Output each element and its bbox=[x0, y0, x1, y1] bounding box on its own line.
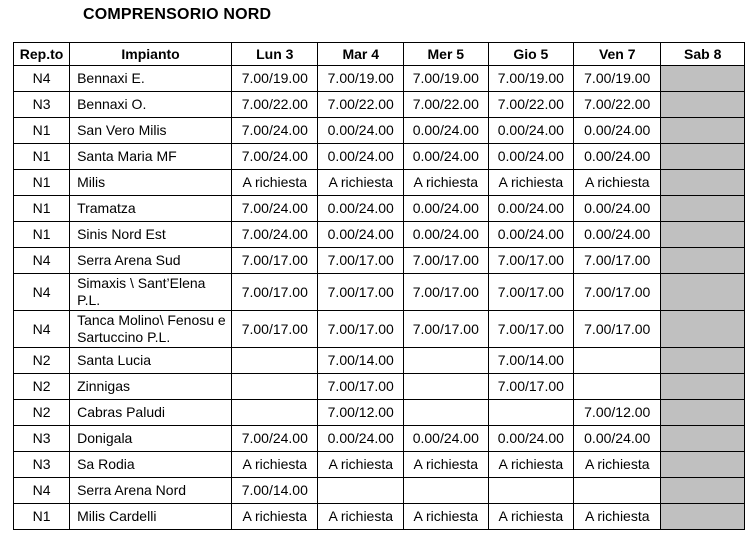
column-header-mer-5: Mer 5 bbox=[403, 43, 488, 66]
cell-mer-5: 7.00/19.00 bbox=[403, 66, 488, 92]
table-row bbox=[14, 504, 745, 530]
cell-rep-to: N2 bbox=[14, 400, 70, 426]
cell-rep-to: N1 bbox=[14, 196, 70, 222]
cell-sab-8 bbox=[661, 400, 745, 426]
cell-mar-4: 0.00/24.00 bbox=[318, 426, 404, 452]
cell-rep-to: N1 bbox=[14, 504, 70, 530]
cell-ven-7: 0.00/24.00 bbox=[574, 144, 661, 170]
cell-impianto: Serra Arena Sud bbox=[70, 248, 232, 274]
cell-impianto: Bennaxi O. bbox=[70, 92, 232, 118]
cell-sab-8 bbox=[661, 452, 745, 478]
table-row bbox=[14, 196, 745, 222]
cell-lun-3: A richiesta bbox=[232, 504, 318, 530]
cell-impianto: Milis Cardelli bbox=[70, 504, 232, 530]
cell-lun-3: 7.00/19.00 bbox=[232, 66, 318, 92]
cell-rep-to: N4 bbox=[14, 274, 70, 311]
cell-mar-4: A richiesta bbox=[318, 452, 404, 478]
column-header-mar-4: Mar 4 bbox=[318, 43, 404, 66]
cell-lun-3: A richiesta bbox=[232, 452, 318, 478]
cell-impianto: Bennaxi E. bbox=[70, 66, 232, 92]
cell-gio-5 bbox=[488, 478, 574, 504]
cell-lun-3 bbox=[232, 374, 318, 400]
cell-rep-to: N1 bbox=[14, 144, 70, 170]
schedule-table bbox=[13, 42, 745, 530]
cell-rep-to: N1 bbox=[14, 118, 70, 144]
cell-lun-3: 7.00/24.00 bbox=[232, 222, 318, 248]
cell-ven-7 bbox=[574, 374, 661, 400]
cell-gio-5: 0.00/24.00 bbox=[488, 222, 574, 248]
cell-impianto: Tanca Molino\ Fenosu e Sartuccino P.L. bbox=[70, 311, 232, 348]
column-header-rep-to: Rep.to bbox=[14, 43, 70, 66]
cell-mer-5: 0.00/24.00 bbox=[403, 144, 488, 170]
cell-rep-to: N1 bbox=[14, 222, 70, 248]
cell-sab-8 bbox=[661, 66, 745, 92]
cell-impianto: Santa Lucia bbox=[70, 348, 232, 374]
column-header-sab-8: Sab 8 bbox=[661, 43, 745, 66]
cell-lun-3: 7.00/14.00 bbox=[232, 478, 318, 504]
cell-mer-5: 0.00/24.00 bbox=[403, 118, 488, 144]
cell-impianto: Cabras Paludi bbox=[70, 400, 232, 426]
cell-sab-8 bbox=[661, 478, 745, 504]
cell-ven-7: A richiesta bbox=[574, 504, 661, 530]
cell-gio-5: 0.00/24.00 bbox=[488, 118, 574, 144]
cell-lun-3: 7.00/24.00 bbox=[232, 196, 318, 222]
cell-impianto: Serra Arena Nord bbox=[70, 478, 232, 504]
cell-gio-5: 7.00/22.00 bbox=[488, 92, 574, 118]
column-header-lun-3: Lun 3 bbox=[232, 43, 318, 66]
cell-gio-5: 0.00/24.00 bbox=[488, 426, 574, 452]
cell-mer-5: 7.00/22.00 bbox=[403, 92, 488, 118]
cell-impianto: San Vero Milis bbox=[70, 118, 232, 144]
cell-rep-to: N4 bbox=[14, 248, 70, 274]
cell-rep-to: N3 bbox=[14, 92, 70, 118]
cell-sab-8 bbox=[661, 348, 745, 374]
cell-ven-7: 7.00/19.00 bbox=[574, 66, 661, 92]
cell-sab-8 bbox=[661, 504, 745, 530]
cell-impianto: Milis bbox=[70, 170, 232, 196]
cell-ven-7: 7.00/12.00 bbox=[574, 400, 661, 426]
cell-ven-7: A richiesta bbox=[574, 170, 661, 196]
table-header-row bbox=[14, 43, 745, 66]
table-row bbox=[14, 426, 745, 452]
cell-rep-to: N1 bbox=[14, 170, 70, 196]
cell-mar-4: 7.00/19.00 bbox=[318, 66, 404, 92]
cell-mer-5: 7.00/17.00 bbox=[403, 274, 488, 311]
cell-ven-7 bbox=[574, 478, 661, 504]
cell-lun-3 bbox=[232, 400, 318, 426]
cell-ven-7: A richiesta bbox=[574, 452, 661, 478]
table-row bbox=[14, 66, 745, 92]
cell-ven-7: 7.00/17.00 bbox=[574, 248, 661, 274]
cell-gio-5: 0.00/24.00 bbox=[488, 196, 574, 222]
cell-gio-5: 7.00/17.00 bbox=[488, 274, 574, 311]
cell-gio-5: 7.00/19.00 bbox=[488, 66, 574, 92]
cell-impianto: Sinis Nord Est bbox=[70, 222, 232, 248]
cell-lun-3: 7.00/22.00 bbox=[232, 92, 318, 118]
cell-impianto: Sa Rodia bbox=[70, 452, 232, 478]
cell-mer-5: A richiesta bbox=[403, 452, 488, 478]
cell-sab-8 bbox=[661, 170, 745, 196]
cell-ven-7: 0.00/24.00 bbox=[574, 426, 661, 452]
cell-mer-5: 0.00/24.00 bbox=[403, 426, 488, 452]
cell-impianto: Zinnigas bbox=[70, 374, 232, 400]
cell-gio-5: 7.00/17.00 bbox=[488, 374, 574, 400]
page-title: COMPRENSORIO NORD bbox=[83, 6, 272, 23]
cell-ven-7: 7.00/17.00 bbox=[574, 311, 661, 348]
cell-mar-4: 7.00/12.00 bbox=[318, 400, 404, 426]
table-row bbox=[14, 144, 745, 170]
cell-ven-7: 0.00/24.00 bbox=[574, 118, 661, 144]
cell-rep-to: N2 bbox=[14, 374, 70, 400]
cell-sab-8 bbox=[661, 222, 745, 248]
cell-impianto: Simaxis \ Sant’Elena P.L. bbox=[70, 274, 232, 311]
cell-sab-8 bbox=[661, 118, 745, 144]
cell-gio-5: 7.00/14.00 bbox=[488, 348, 574, 374]
cell-lun-3: 7.00/17.00 bbox=[232, 248, 318, 274]
cell-gio-5: A richiesta bbox=[488, 504, 574, 530]
cell-rep-to: N4 bbox=[14, 66, 70, 92]
cell-mar-4 bbox=[318, 478, 404, 504]
cell-mer-5: 0.00/24.00 bbox=[403, 196, 488, 222]
cell-mer-5: 7.00/17.00 bbox=[403, 311, 488, 348]
table-row bbox=[14, 222, 745, 248]
cell-rep-to: N2 bbox=[14, 348, 70, 374]
cell-mer-5: A richiesta bbox=[403, 170, 488, 196]
cell-gio-5: A richiesta bbox=[488, 170, 574, 196]
table-row bbox=[14, 311, 745, 348]
table-row bbox=[14, 170, 745, 196]
table-row bbox=[14, 452, 745, 478]
cell-mar-4: 7.00/17.00 bbox=[318, 311, 404, 348]
cell-mar-4: 0.00/24.00 bbox=[318, 222, 404, 248]
cell-gio-5: 0.00/24.00 bbox=[488, 144, 574, 170]
cell-sab-8 bbox=[661, 426, 745, 452]
cell-mar-4: 7.00/14.00 bbox=[318, 348, 404, 374]
cell-ven-7: 7.00/22.00 bbox=[574, 92, 661, 118]
cell-rep-to: N4 bbox=[14, 478, 70, 504]
table-body bbox=[14, 66, 745, 530]
cell-mer-5 bbox=[403, 478, 488, 504]
column-header-gio-5: Gio 5 bbox=[488, 43, 574, 66]
table-row bbox=[14, 374, 745, 400]
cell-rep-to: N3 bbox=[14, 426, 70, 452]
cell-gio-5: 7.00/17.00 bbox=[488, 311, 574, 348]
cell-rep-to: N4 bbox=[14, 311, 70, 348]
cell-mar-4: 0.00/24.00 bbox=[318, 144, 404, 170]
cell-impianto: Santa Maria MF bbox=[70, 144, 232, 170]
cell-mar-4: 0.00/24.00 bbox=[318, 196, 404, 222]
cell-lun-3: 7.00/24.00 bbox=[232, 426, 318, 452]
cell-mar-4: 7.00/17.00 bbox=[318, 374, 404, 400]
column-header-ven-7: Ven 7 bbox=[574, 43, 661, 66]
cell-lun-3 bbox=[232, 348, 318, 374]
cell-mar-4: 7.00/17.00 bbox=[318, 248, 404, 274]
table-row bbox=[14, 348, 745, 374]
cell-mer-5 bbox=[403, 400, 488, 426]
cell-mar-4: 7.00/22.00 bbox=[318, 92, 404, 118]
table-row bbox=[14, 400, 745, 426]
cell-impianto: Donigala bbox=[70, 426, 232, 452]
cell-sab-8 bbox=[661, 248, 745, 274]
column-header-impianto: Impianto bbox=[70, 43, 232, 66]
cell-lun-3: 7.00/24.00 bbox=[232, 144, 318, 170]
cell-impianto: Tramatza bbox=[70, 196, 232, 222]
cell-gio-5: 7.00/17.00 bbox=[488, 248, 574, 274]
cell-mer-5 bbox=[403, 374, 488, 400]
cell-sab-8 bbox=[661, 374, 745, 400]
cell-sab-8 bbox=[661, 144, 745, 170]
cell-lun-3: 7.00/17.00 bbox=[232, 311, 318, 348]
table-row bbox=[14, 92, 745, 118]
cell-sab-8 bbox=[661, 92, 745, 118]
cell-mar-4: 7.00/17.00 bbox=[318, 274, 404, 311]
cell-mer-5: 7.00/17.00 bbox=[403, 248, 488, 274]
cell-gio-5 bbox=[488, 400, 574, 426]
cell-sab-8 bbox=[661, 196, 745, 222]
cell-ven-7: 0.00/24.00 bbox=[574, 222, 661, 248]
cell-sab-8 bbox=[661, 311, 745, 348]
cell-mar-4: A richiesta bbox=[318, 170, 404, 196]
table-row bbox=[14, 248, 745, 274]
cell-mar-4: 0.00/24.00 bbox=[318, 118, 404, 144]
cell-rep-to: N3 bbox=[14, 452, 70, 478]
cell-gio-5: A richiesta bbox=[488, 452, 574, 478]
cell-lun-3: A richiesta bbox=[232, 170, 318, 196]
cell-ven-7: 0.00/24.00 bbox=[574, 196, 661, 222]
cell-ven-7: 7.00/17.00 bbox=[574, 274, 661, 311]
cell-mer-5: A richiesta bbox=[403, 504, 488, 530]
table-row bbox=[14, 274, 745, 311]
table-row bbox=[14, 118, 745, 144]
table-row bbox=[14, 478, 745, 504]
cell-mar-4: A richiesta bbox=[318, 504, 404, 530]
cell-mer-5 bbox=[403, 348, 488, 374]
cell-lun-3: 7.00/24.00 bbox=[232, 118, 318, 144]
cell-ven-7 bbox=[574, 348, 661, 374]
cell-mer-5: 0.00/24.00 bbox=[403, 222, 488, 248]
cell-sab-8 bbox=[661, 274, 745, 311]
cell-lun-3: 7.00/17.00 bbox=[232, 274, 318, 311]
